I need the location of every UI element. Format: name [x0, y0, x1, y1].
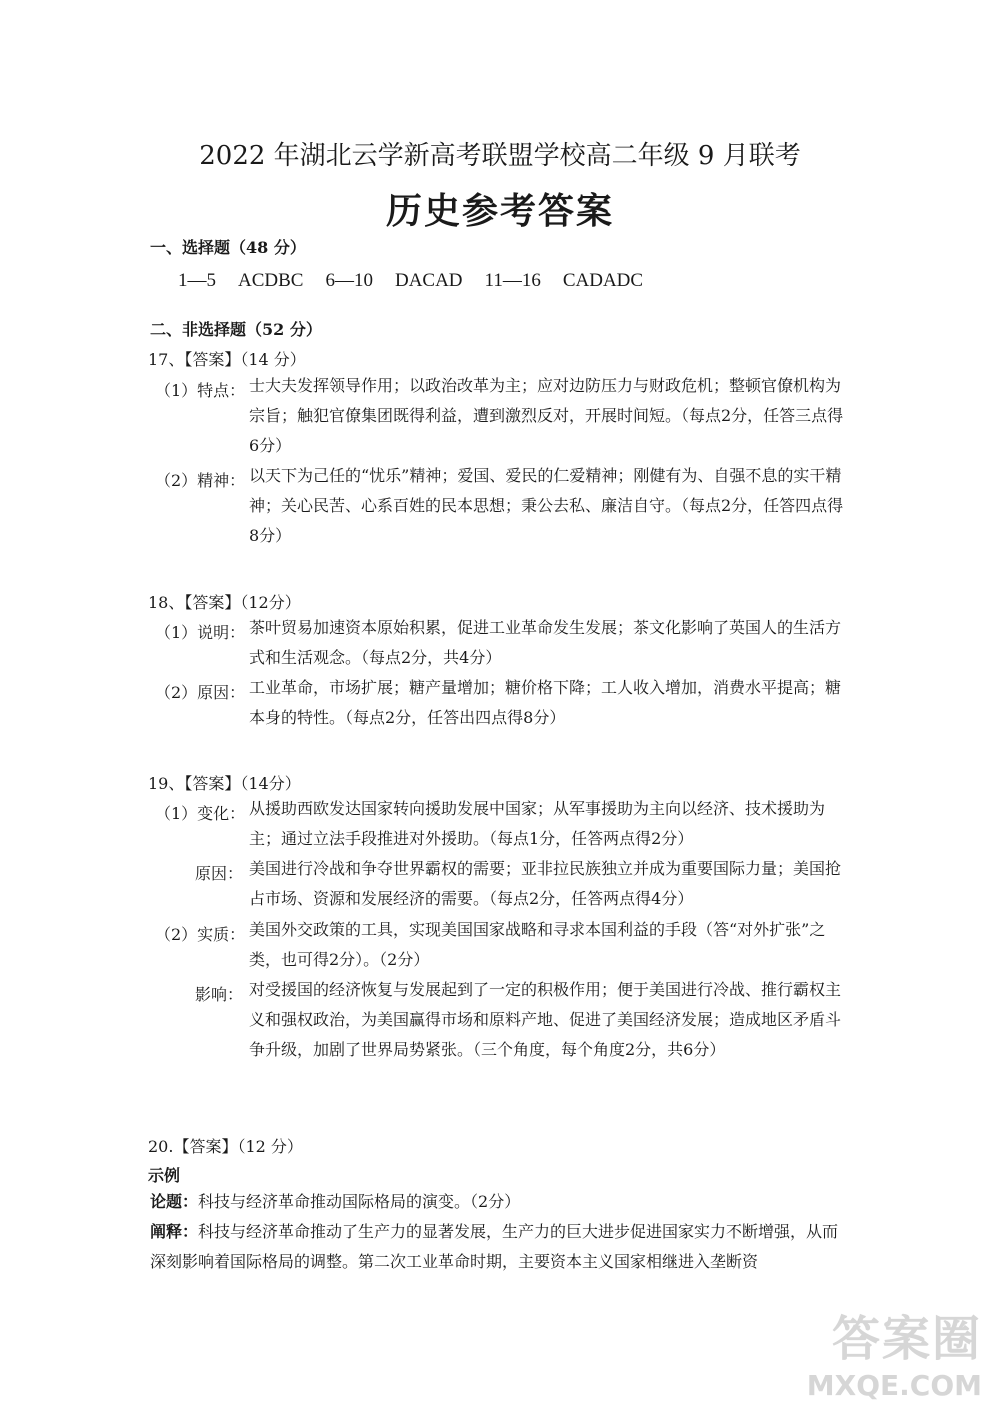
- q19-part2-text: 美国外交政策的工具，实现美国国家战略和寻求本国利益的手段（答“对外扩张”之类，也可得2分）。（2分）: [249, 920, 826, 969]
- q20-thesis-label: 论题：: [150, 1192, 199, 1211]
- multiple-choice-answers: [178, 270, 665, 292]
- answer-range: 11—16: [484, 270, 541, 291]
- q17-part2-label: （2）精神：: [155, 471, 246, 490]
- q20-explanation: [150, 1217, 850, 1277]
- q18-heading: 18、【答案】（12分）: [148, 593, 301, 612]
- answer-range: 6—10: [325, 270, 373, 291]
- answer-key: ACDBC: [238, 270, 304, 291]
- watermark-domain: MXQE.COM: [806, 1369, 982, 1402]
- q20-thesis-text: 科技与经济革命推动国际格局的演变。（2分）: [198, 1192, 521, 1211]
- section2-heading: 二、非选择题（52 分）: [150, 320, 322, 339]
- q19-part2-label: （2）实质：: [155, 925, 246, 944]
- q17-part1-text: 士大夫发挥领导作用；以政治改革为主；应对边防压力与财政危机；整顿官僚机构为宗旨；触犯官僚集团既得利益，遭到激烈反对，开展时间短。（每点2分，任答三点得6分）: [249, 376, 844, 455]
- section1-heading: 一、选择题（48 分）: [150, 238, 306, 257]
- q17-part2-text: 以天下为己任的“忧乐”精神；爱国、爱民的仁爱精神；刚健有为、自强不息的实干精神；关心民苦、心系百姓的民本思想；秉公去私、廉洁自守。（每点2分，任答四点得8分）: [249, 466, 844, 545]
- q17-heading: 17、【答案】（14 分）: [148, 350, 306, 369]
- q19-part1-label: （1）变化：: [155, 804, 246, 823]
- answer-key: CADADC: [562, 270, 644, 291]
- q19-reason-text: 美国进行冷战和争夺世界霸权的需要；亚非拉民族独立并成为重要国际力量；美国抢占市场、资源和发展经济的需要。（每点2分，任答两点得4分）: [249, 859, 842, 908]
- q18-part2-label: （2）原因：: [155, 683, 246, 702]
- q18-part1-text: 茶叶贸易加速资本原始积累，促进工业革命发生发展；茶文化影响了英国人的生活方式和生活观念。（每点2分，共4分）: [249, 618, 842, 667]
- q19-impact-text: 对受援国的经济恢复与发展起到了一定的积极作用；便于美国进行冷战、推行霸权主义和强权政治，为美国赢得市场和原料产地、促进了美国经济发展；造成地区矛盾斗争升级，加剧了世界局势紧张。（三个角度，每个角度2分，共6分）: [249, 980, 842, 1059]
- q20-explanation-label: 阐释：: [150, 1222, 199, 1241]
- watermark-logo: [807, 1300, 982, 1402]
- answer-key: DACAD: [394, 270, 463, 291]
- q20-heading: 20.【答案】（12 分）: [148, 1137, 303, 1156]
- answer-key-title: 历史参考答案: [385, 190, 614, 232]
- answer-range: 1—5: [178, 270, 216, 291]
- q19-part1-text: 从援助西欧发达国家转向援助发展中国家；从军事援助为主向以经济、技术援助为主；通过立法手段推进对外援助。（每点1分，任答两点得2分）: [249, 799, 826, 848]
- exam-title: 2022 年湖北云学新高考联盟学校高二年级 9 月联考: [199, 141, 801, 171]
- q19-heading: 19、【答案】（14分）: [148, 774, 301, 793]
- q20-thesis: [150, 1187, 850, 1217]
- q20-explanation-text: 科技与经济革命推动了生产力的显著发展，生产力的巨大进步促进国家实力不断增强，从而深刻影响着国际格局的调整。第二次工业革命时期，主要资本主义国家相继进入垄断资: [150, 1222, 839, 1271]
- q18-part1-label: （1）说明：: [155, 623, 246, 642]
- q20-example-label: 示例: [148, 1166, 181, 1185]
- q18-part2-text: 工业革命，市场扩展；糖产量增加；糖价格下降；工人收入增加，消费水平提高；糖本身的特性。（每点2分，任答出四点得8分）: [249, 678, 842, 727]
- watermark-brand: 答案圈: [831, 1311, 982, 1367]
- q17-part1-label: （1）特点：: [155, 381, 246, 400]
- q19-impact-label: 影响：: [195, 985, 244, 1004]
- q19-reason-label: 原因：: [195, 864, 244, 883]
